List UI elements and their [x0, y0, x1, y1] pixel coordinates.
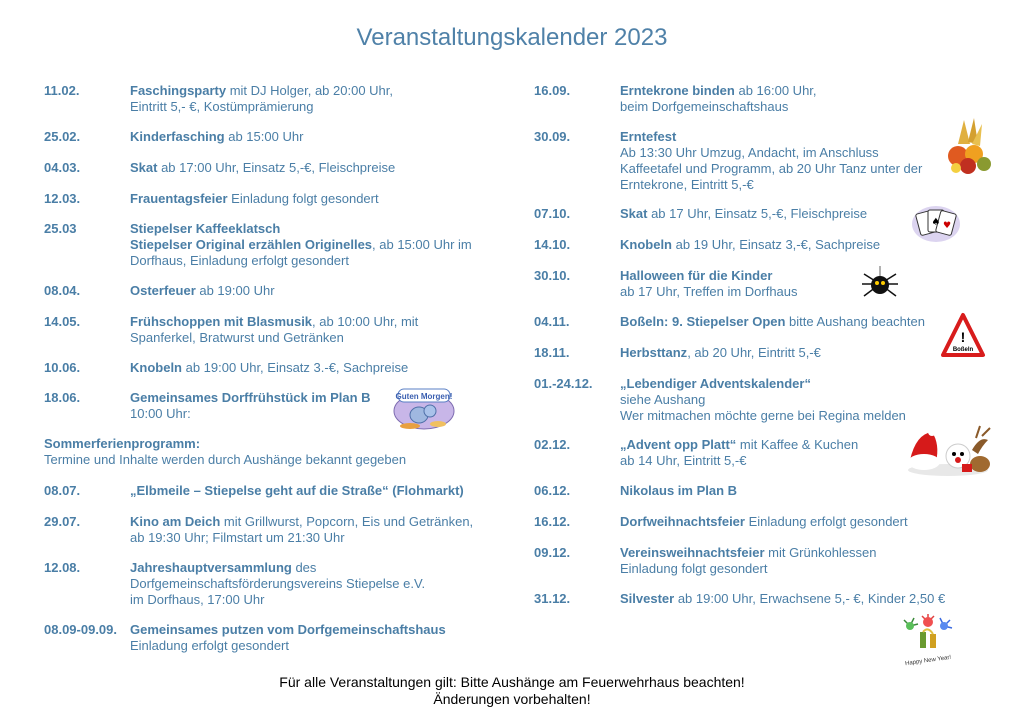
event-text: Herbsttanz, ab 20 Uhr, Eintritt 5,-€ [620, 345, 821, 360]
event-text: Halloween für die Kinder ab 17 Uhr, Treffen im Dorfhaus [620, 268, 798, 299]
event-text: Skat ab 17 Uhr, Einsatz 5,-€, Fleischpreise [620, 206, 868, 221]
bosseln-sign-label: Boßeln [952, 347, 974, 353]
event-date: 31.12. [534, 591, 571, 606]
event-text: Gemeinsames Dorffrühstück im Plan B 10:00 Uhr: [130, 390, 371, 421]
event-date: 18.06. [44, 390, 81, 405]
event-date: 08.07. [44, 483, 81, 498]
event-date: 01.-24.12. [534, 376, 593, 391]
event-text: Jahreshauptversammlung des Dorfgemeinschaftsförderungsvereins Stiepelse e.V. im Dorfhaus, 17:00 Uhr [130, 560, 426, 607]
happy-new-year-label: Happy New Year! [904, 654, 952, 668]
event-text: Osterfeuer ab 19:00 Uhr [130, 283, 275, 298]
event-date: 08.09-09.09. [44, 622, 118, 637]
event-date: 16.12. [534, 514, 571, 529]
event-date: 12.08. [44, 560, 81, 575]
event-date: 10.06. [44, 360, 81, 375]
event-text: Stiepelser Kaffeeklatsch Stiepelser Original erzählen Originelles, ab 15:00 Uhr im Dorfhaus, Einladung erfolgt gesondert [130, 221, 472, 268]
event-text: Erntekrone binden ab 16:00 Uhr, beim Dorfgemeinschaftshaus [620, 83, 817, 114]
event-date: 02.12. [534, 437, 571, 452]
event-date: 11.02. [44, 83, 80, 98]
guten-morgen-label: Guten Morgen! [395, 392, 453, 401]
event-date: 04.03. [44, 160, 81, 175]
event-text: Kinderfasching ab 15:00 Uhr [130, 129, 304, 144]
event-date: 25.03 [44, 221, 77, 236]
summer-program [44, 436, 406, 468]
event-date: 18.11. [534, 345, 570, 360]
event-date: 07.10. [534, 206, 571, 221]
event-date: 14.10. [534, 237, 571, 252]
page-title: Veranstaltungskalender 2023 [356, 24, 668, 51]
event-text: Skat ab 17:00 Uhr, Einsatz 5,-€, Fleischpreise [130, 160, 396, 175]
event-text: Nikolaus im Plan B [620, 483, 738, 498]
event-text: Erntefest Ab 13:30 Uhr Umzug, Andacht, im Anschluss Kaffeetafel und Programm, ab 20 Uhr Tanz unter der Erntekrone, Eintritt 5,-€ [620, 129, 923, 192]
event-text: Boßeln: 9. Stiepelser Open bitte Aushang beachten [620, 314, 925, 329]
summer-heading: Sommerferienprogramm: [44, 436, 201, 451]
event-text: Vereinsweihnachtsfeier mit Grünkohlessen Einladung folgt gesondert [620, 545, 877, 576]
summer-text: Termine und Inhalte werden durch Aushänge bekannt gegeben [44, 452, 407, 467]
event-date: 25.02. [44, 129, 81, 144]
harvest-clipart [944, 116, 994, 176]
event-text: Frühschoppen mit Blasmusik, ab 10:00 Uhr, mit Spanferkel, Bratwurst und Getränken [130, 314, 419, 345]
event-date: 09.12. [534, 545, 571, 560]
event-text: Kino am Deich mit Grillwurst, Popcorn, Eis und Getränken, ab 19:30 Uhr; Filmstart um 21:30 Uhr [130, 514, 474, 545]
event-text: Silvester ab 19:00 Uhr, Erwachsene 5,- €, Kinder 2,50 € [620, 591, 946, 606]
event-date: 12.03. [44, 191, 81, 206]
event-text: Gemeinsames putzen vom Dorfgemeinschaftshaus Einladung erfolgt gesondert [130, 622, 446, 653]
event-date: 16.09. [534, 83, 571, 98]
breakfast-clipart [392, 386, 456, 432]
event-date: 06.12. [534, 483, 571, 498]
event-text: „Elbmeile – Stiepelse geht auf die Straße“ (Flohmarkt) [130, 483, 464, 498]
event-text: Dorfweihnachtsfeier Einladung erfolgt gesondert [620, 514, 908, 529]
event-text: Frauentagsfeier Einladung folgt gesondert [130, 191, 379, 206]
event-date: 14.05. [44, 314, 81, 329]
svg-text:!: ! [960, 329, 966, 345]
santa-clipart [902, 420, 994, 478]
event-text: Faschingsparty mit DJ Holger, ab 20:00 Uhr, Eintritt 5,- €, Kostümprämierung [130, 83, 394, 114]
footer-note [0, 674, 1024, 708]
footer-line-2: Änderungen vorbehalten! [433, 691, 591, 707]
event-text: Knobeln ab 19 Uhr, Einsatz 3,-€, Sachpreise [620, 237, 881, 252]
spider-clipart [860, 266, 900, 302]
event-text: „Lebendiger Adventskalender“ siehe Aushang Wer mitmachen möchte gerne bei Regina melden [620, 376, 906, 423]
event-date: 30.10. [534, 268, 571, 283]
event-date: 29.07. [44, 514, 81, 529]
event-text: „Advent opp Platt“ mit Kaffee & Kuchen ab 14 Uhr, Eintritt 5,-€ [620, 437, 859, 468]
event-date: 04.11. [534, 314, 570, 329]
svg-text:♥: ♥ [942, 221, 952, 231]
new-year-clipart [900, 612, 956, 670]
footer-line-1: Für alle Veranstaltungen gilt: Bitte Aushänge am Feuerwehrhaus beachten! [279, 674, 745, 690]
event-date: 30.09. [534, 129, 571, 144]
svg-text:♠: ♠ [931, 217, 941, 228]
event-text: Knobeln ab 19:00 Uhr, Einsatz 3.-€, Sachpreise [130, 360, 409, 375]
event-date: 08.04. [44, 283, 81, 298]
